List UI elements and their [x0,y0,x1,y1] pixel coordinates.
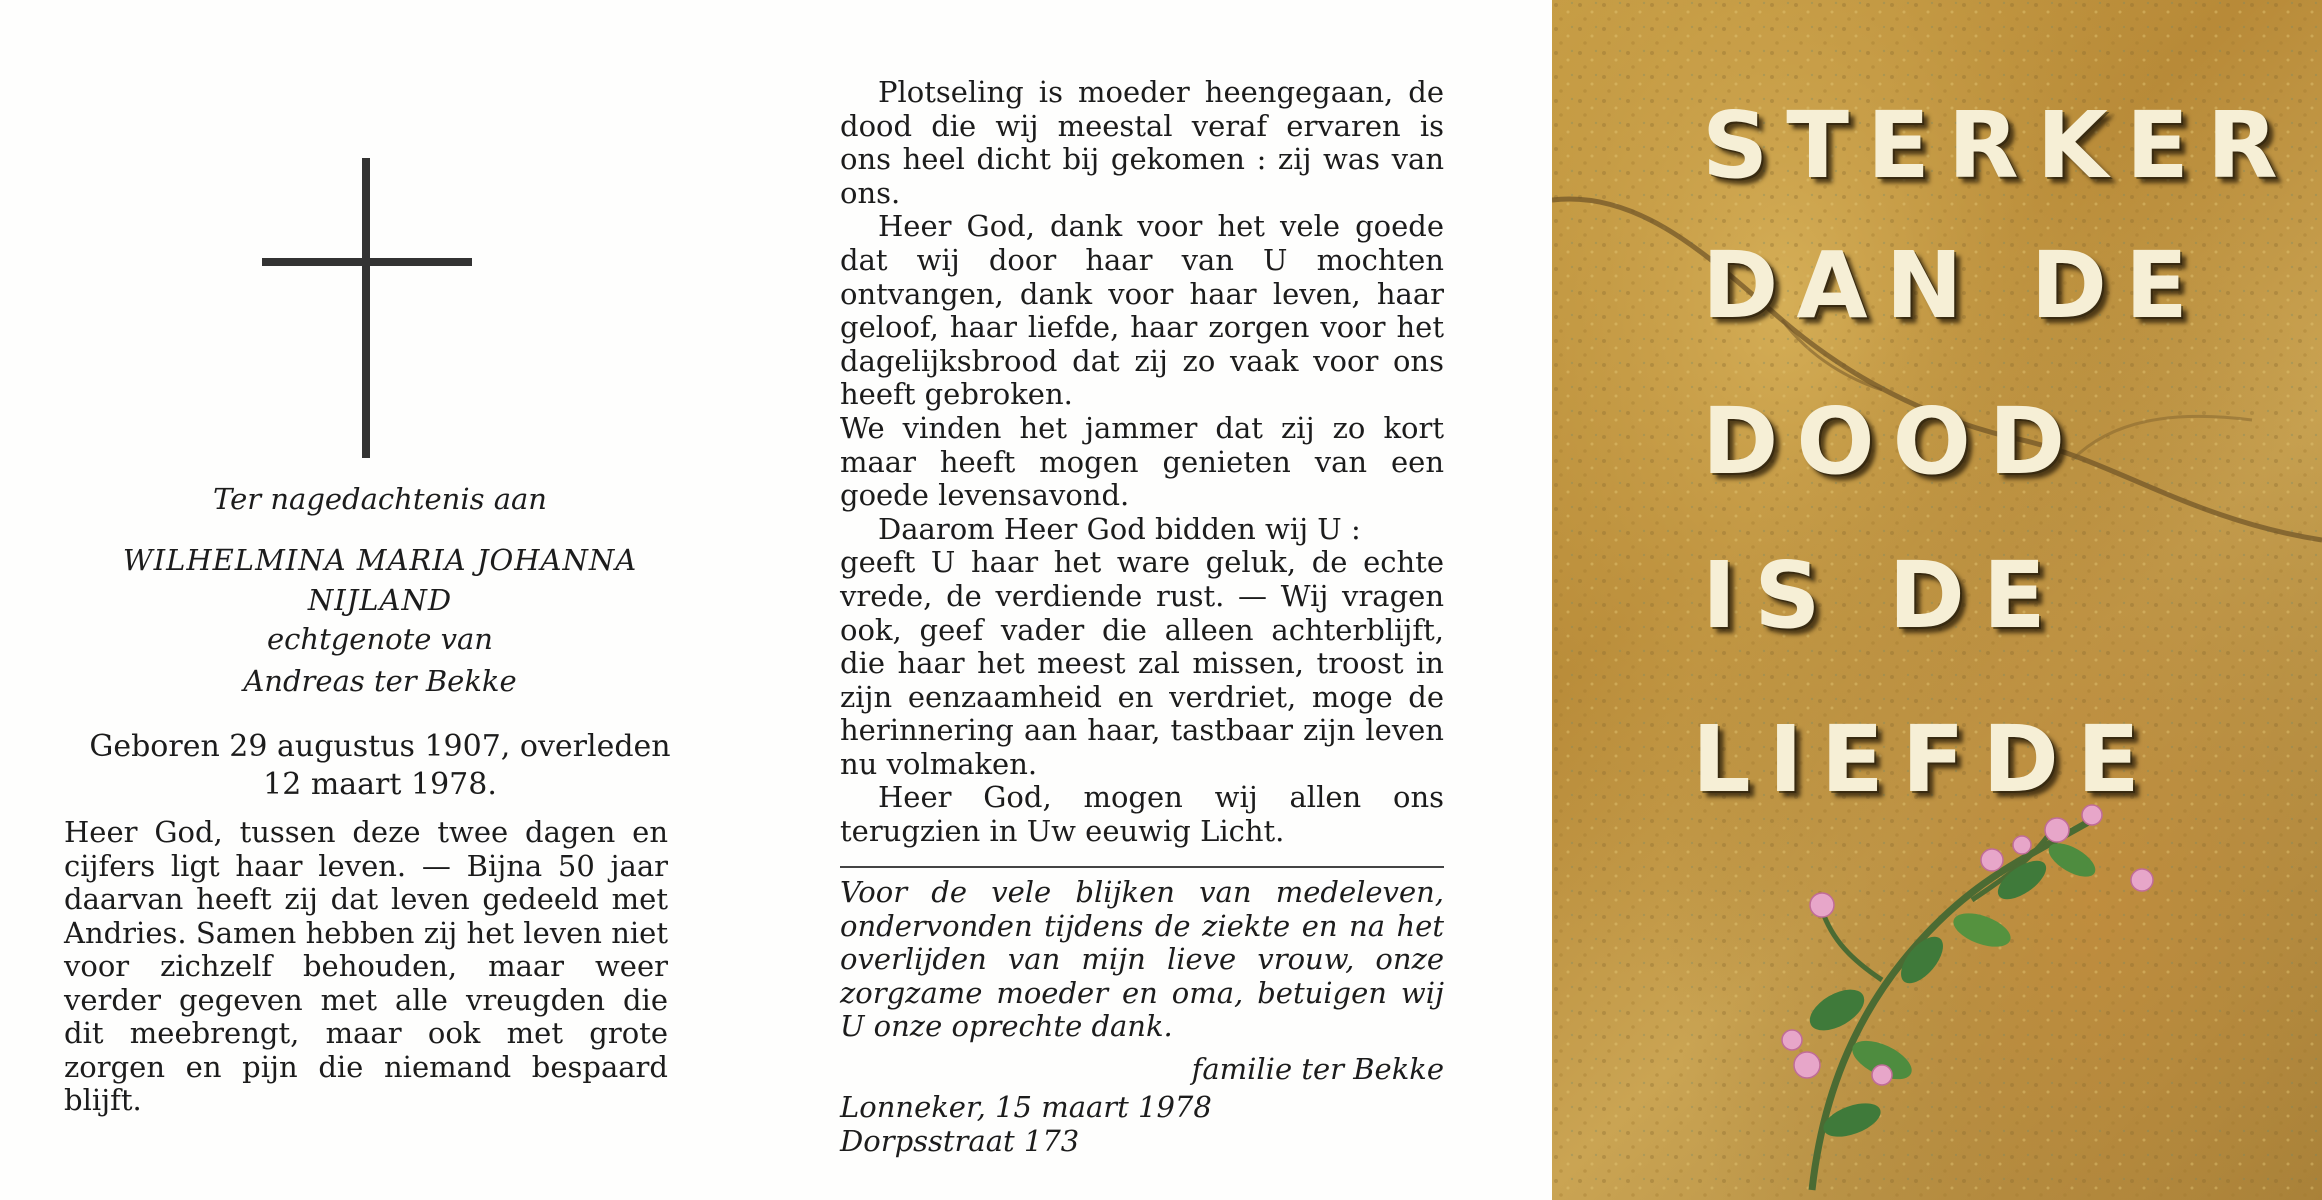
prayer-paragraph-6: Heer God, mogen wij allen ons terugzien in Uw eeuwig Licht. [840,780,1444,849]
headline-line-5: LIEFDE [1692,706,2158,813]
life-text: Heer God, tussen deze twee dagen en cijfers ligt haar leven. — Bijna 50 jaar daarvan heeft zij dat leven gedeeld met Andries. Samen hebben zij het leven niet voor zichzelf behouden, maar weer verder gegeven met alle vreugden die dit meebrengt, maar ook met grote zorgen en pijn die niemand bespaard blijft. [64,815,668,1117]
life-dates [40,728,720,804]
thanks-text: Voor de vele blijken van medeleven, ondervonden tijdens de ziekte en na het overlijden van mijn lieve vrouw, onze zorgzame moeder en oma, betuigen wij U onze oprechte dank. [840,875,1444,1044]
prayer-paragraph-5: geeft U haar het ware geluk, de echte vrede, de verdiende rust. — Wij vragen ook, geef vader die alleen achterblijft, die haar het meest zal missen, troost in zijn eenzaamheid en verdriet, moge de herinnering aan haar, tastbaar zijn leven nu volmaken. [840,545,1444,781]
divider-line [840,866,1444,868]
headline-line-4: IS DE [1702,542,2064,649]
cross-icon [262,158,472,458]
spouse-label: echtgenote van [267,622,493,656]
headline-line-1: STERKER [1702,92,2296,199]
prayer-paragraph-3: We vinden het jammer dat zij zo kort maar heeft mogen genieten van een goede levensavond. [840,410,1444,513]
place-date: Lonneker, 15 maart 1978 [840,1090,1212,1124]
life-dates-line2: 12 maart 1978. [263,767,497,802]
deceased-name [40,540,720,620]
memorial-intro: Ter nagedachtenis aan [213,482,547,516]
prayer-text [840,76,1444,849]
life-dates-line1: Geboren 29 augustus 1907, overleden [89,729,671,764]
headline-line-2: DAN DE [1702,232,2206,339]
prayer-paragraph-4: Daarom Heer God bidden wij U : [878,511,1361,546]
address: Dorpsstraat 173 [840,1124,1080,1158]
spouse-name: Andreas ter Bekke [243,664,517,698]
headline-line-3: DOOD [1702,388,2084,495]
deceased-name-line2: NIJLAND [307,583,453,617]
prayer-paragraph-1: Plotseling is moeder heengegaan, de dood die wij meestal veraf ervaren is ons heel dicht bij gekomen : zij was van ons. [840,75,1444,210]
place-and-address [840,1090,1444,1158]
family-signature: familie ter Bekke [1191,1052,1444,1086]
prayer-paragraph-2: Heer God, dank voor het vele goede dat wij door haar van U mochten ontvangen, dank voor haar leven, haar geloof, haar liefde, haar zorgen voor het dagelijksbrood dat zij zo vaak voor ons heeft gebroken. [840,209,1444,412]
deceased-name-line1: WILHELMINA MARIA JOHANNA [122,543,638,577]
